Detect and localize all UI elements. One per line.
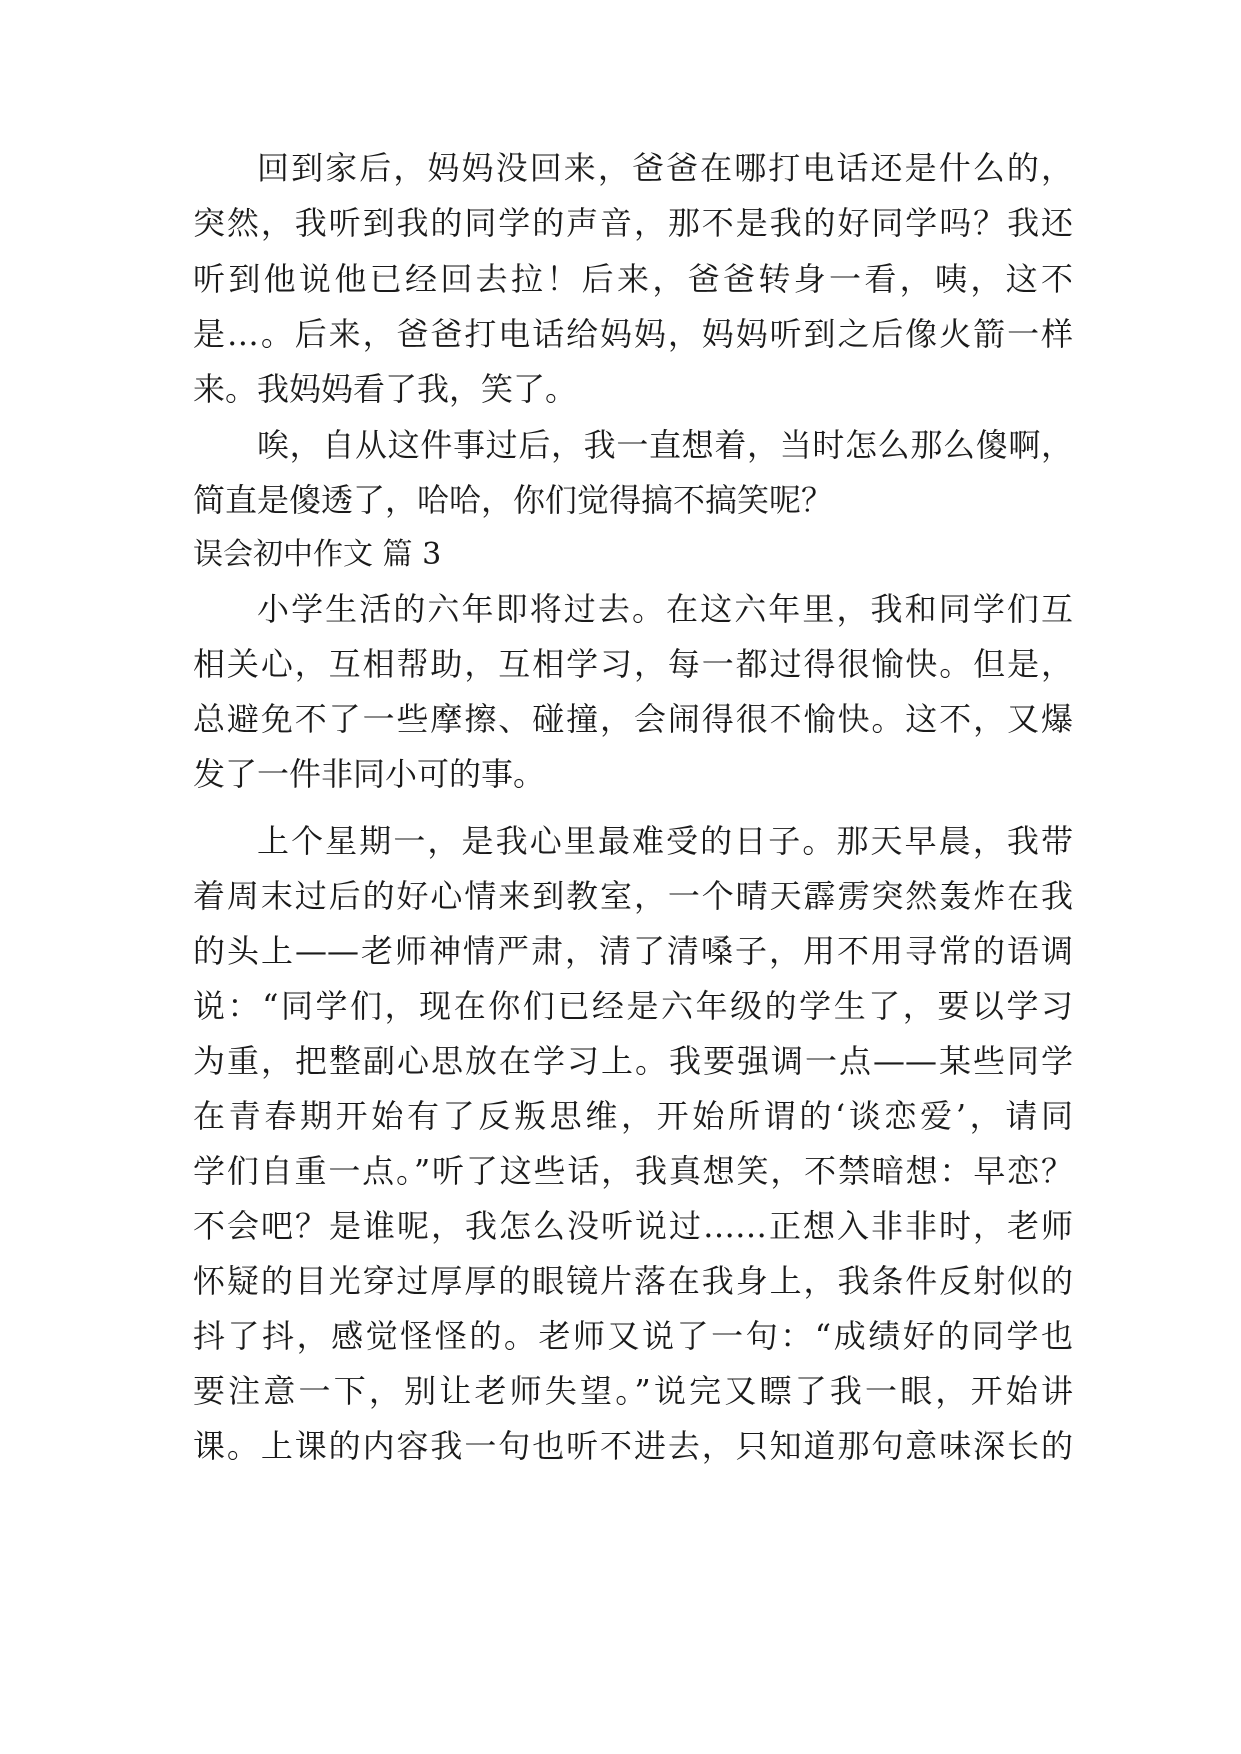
- text-line: 总避免不了一些摩擦、碰撞，会闹得很不愉快。这不，又爆: [193, 700, 1073, 738]
- text-line: 是…。后来，爸爸打电话给妈妈，妈妈听到之后像火箭一样: [193, 315, 1073, 353]
- section-heading: 误会初中作文 篇 3: [193, 537, 442, 572]
- text-line: 课。上课的内容我一句也听不进去，只知道那句意味深长的: [193, 1427, 1073, 1465]
- text-line: 相关心，互相帮助，互相学习，每一都过得很愉快。但是，: [193, 645, 1073, 683]
- text-line: 唉，自从这件事过后，我一直想着，当时怎么那么傻啊，: [257, 426, 1073, 464]
- text-line: 的头上——老师神情严肃，清了清嗓子，用不用寻常的语调: [193, 932, 1073, 970]
- text-line: 上个星期一，是我心里最难受的日子。那天早晨，我带: [257, 822, 1073, 860]
- text-line: 要注意一下，别让老师失望。”说完又瞟了我一眼，开始讲: [193, 1372, 1073, 1410]
- text-line: 回到家后，妈妈没回来，爸爸在哪打电话还是什么的，: [257, 149, 1073, 187]
- text-line: 小学生活的六年即将过去。在这六年里，我和同学们互: [257, 590, 1073, 628]
- text-line: 抖了抖，感觉怪怪的。老师又说了一句：“成绩好的同学也: [193, 1317, 1073, 1355]
- text-line: 在青春期开始有了反叛思维，开始所谓的‘谈恋爱’，请同: [193, 1097, 1073, 1135]
- text-line: 来。我妈妈看了我，笑了。: [193, 370, 578, 408]
- text-line: 不会吧？是谁呢，我怎么没听说过……正想入非非时，老师: [193, 1207, 1073, 1245]
- text-line: 发了一件非同小可的事。: [193, 755, 546, 793]
- text-line: 说：“同学们，现在你们已经是六年级的学生了，要以学习: [193, 987, 1073, 1025]
- text-line: 学们自重一点。”听了这些话，我真想笑，不禁暗想：早恋？: [193, 1152, 1073, 1190]
- text-line: 简直是傻透了，哈哈，你们觉得搞不搞笑呢？: [193, 481, 834, 519]
- text-line: 怀疑的目光穿过厚厚的眼镜片落在我身上，我条件反射似的: [193, 1262, 1073, 1300]
- text-line: 为重，把整副心思放在学习上。我要强调一点——某些同学: [193, 1042, 1073, 1080]
- text-line: 着周末过后的好心情来到教室，一个晴天霹雳突然轰炸在我: [193, 877, 1073, 915]
- text-line: 突然，我听到我的同学的声音，那不是我的好同学吗？我还: [193, 204, 1073, 242]
- text-line: 听到他说他已经回去拉！后来，爸爸转身一看，咦，这不: [193, 260, 1073, 298]
